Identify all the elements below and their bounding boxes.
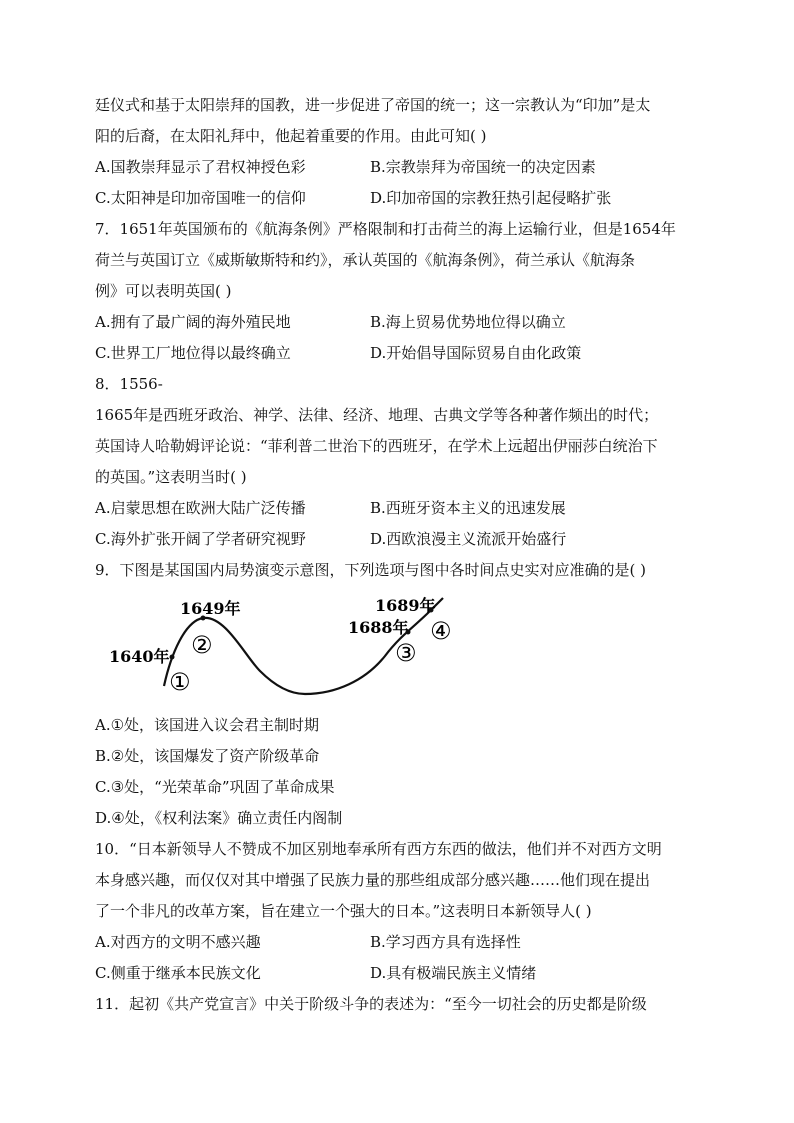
question-11 <box>95 989 705 1020</box>
question-6-stem-line-1: 廷仪式和基于太阳崇拜的国教，进一步促进了帝国的统一；这一宗教认为“印加”是太 <box>95 96 651 114</box>
year-label-1640: 1640年 <box>109 647 170 666</box>
question-10-stem-line-3: 了一个非凡的改革方案，旨在建立一个强大的日本。”这表明日本新领导人( ) <box>95 902 592 920</box>
question-8-option-b[interactable]: B.西班牙资本主义的迅速发展 <box>370 499 566 517</box>
marker-1: ① <box>169 668 191 696</box>
question-8-option-d[interactable]: D.西欧浪漫主义流派开始盛行 <box>370 530 567 548</box>
year-label-1649: 1649年 <box>180 599 241 618</box>
question-8-option-c[interactable]: C.海外扩张开阔了学者研究视野 <box>95 530 306 548</box>
year-label-1688: 1688年 <box>348 618 409 637</box>
question-9-option-b[interactable]: B.②处，该国爆发了资产阶级革命 <box>95 747 320 765</box>
question-6-option-a[interactable]: A.国教崇拜显示了君权神授色彩 <box>95 158 306 176</box>
question-9 <box>95 555 705 834</box>
question-9-option-a[interactable]: A.①处，该国进入议会君主制时期 <box>95 716 320 734</box>
question-7-option-d[interactable]: D.开始倡导国际贸易自由化政策 <box>370 344 582 362</box>
question-10-option-b[interactable]: B.学习西方具有选择性 <box>370 933 521 951</box>
question-7-stem-line-2: 荷兰与英国订立《威斯敏斯特和约》，承认英国的《航海条例》，荷兰承认《航海条 <box>95 251 636 269</box>
exam-page <box>95 90 705 1020</box>
question-8 <box>95 369 705 555</box>
question-8-option-a[interactable]: A.启蒙思想在欧洲大陆广泛传播 <box>95 499 306 517</box>
year-label-1689: 1689年 <box>375 596 436 615</box>
question-6-option-b[interactable]: B.宗教崇拜为帝国统一的决定因素 <box>370 158 596 176</box>
question-10-option-d[interactable]: D.具有极端民族主义情绪 <box>370 964 537 982</box>
question-6-option-c[interactable]: C.太阳神是印加帝国唯一的信仰 <box>95 189 306 207</box>
question-8-stem-line-4: 的英国。”这表明当时( ) <box>95 468 247 486</box>
question-10-stem-line-1: 10．“日本新领导人不赞成不加区别地奉承所有西方东西的做法，他们并不对西方文明 <box>95 840 662 858</box>
question-10-stem-line-2: 本身感兴趣，而仅仅对其中增强了民族力量的那些组成部分感兴趣……他们现在提出 <box>95 871 651 889</box>
question-7-option-a[interactable]: A.拥有了最广阔的海外殖民地 <box>95 313 291 331</box>
question-10-option-a[interactable]: A.对西方的文明不感兴趣 <box>95 933 261 951</box>
question-6 <box>95 90 705 214</box>
point-1640 <box>170 655 175 660</box>
question-7-stem-line-1: 7．1651年英国颁布的《航海条例》严格限制和打击荷兰的海上运输行业，但是1654年 <box>95 220 676 238</box>
marker-4: ④ <box>430 617 452 645</box>
question-7-option-b[interactable]: B.海上贸易优势地位得以确立 <box>370 313 566 331</box>
question-8-stem-line-1: 8．1556- <box>95 375 163 393</box>
question-11-stem-line-1: 11．起初《共产党宣言》中关于阶级斗争的表述为：“至今一切社会的历史都是阶级 <box>95 995 647 1013</box>
situation-evolution-diagram <box>95 586 705 710</box>
marker-2: ② <box>191 631 213 659</box>
diagram-svg <box>95 586 705 710</box>
question-7-option-c[interactable]: C.世界工厂地位得以最终确立 <box>95 344 291 362</box>
question-10 <box>95 834 705 989</box>
question-6-stem-line-2: 阳的后裔，在太阳礼拜中，他起着重要的作用。由此可知( ) <box>95 127 487 145</box>
question-9-option-d[interactable]: D.④处，《权利法案》确立责任内阁制 <box>95 809 343 827</box>
question-6-option-d[interactable]: D.印加帝国的宗教狂热引起侵略扩张 <box>370 189 612 207</box>
question-8-stem-line-3: 英国诗人哈勒姆评论说：“菲利普二世治下的西班牙，在学术上远超出伊丽莎白统治下 <box>95 437 658 455</box>
question-9-option-c[interactable]: C.③处，“光荣革命”巩固了革命成果 <box>95 778 335 796</box>
question-8-stem-line-2: 1665年是西班牙政治、神学、法律、经济、地理、古典文学等各种著作频出的时代； <box>95 406 659 424</box>
question-7 <box>95 214 705 369</box>
question-10-option-c[interactable]: C.侧重于继承本民族文化 <box>95 964 261 982</box>
marker-3: ③ <box>395 639 417 667</box>
question-9-stem-line-1: 9．下图是某国国内局势演变示意图，下列选项与图中各时间点史实对应准确的是( ) <box>95 561 647 579</box>
question-7-stem-line-3: 例》可以表明英国( ) <box>95 282 232 300</box>
